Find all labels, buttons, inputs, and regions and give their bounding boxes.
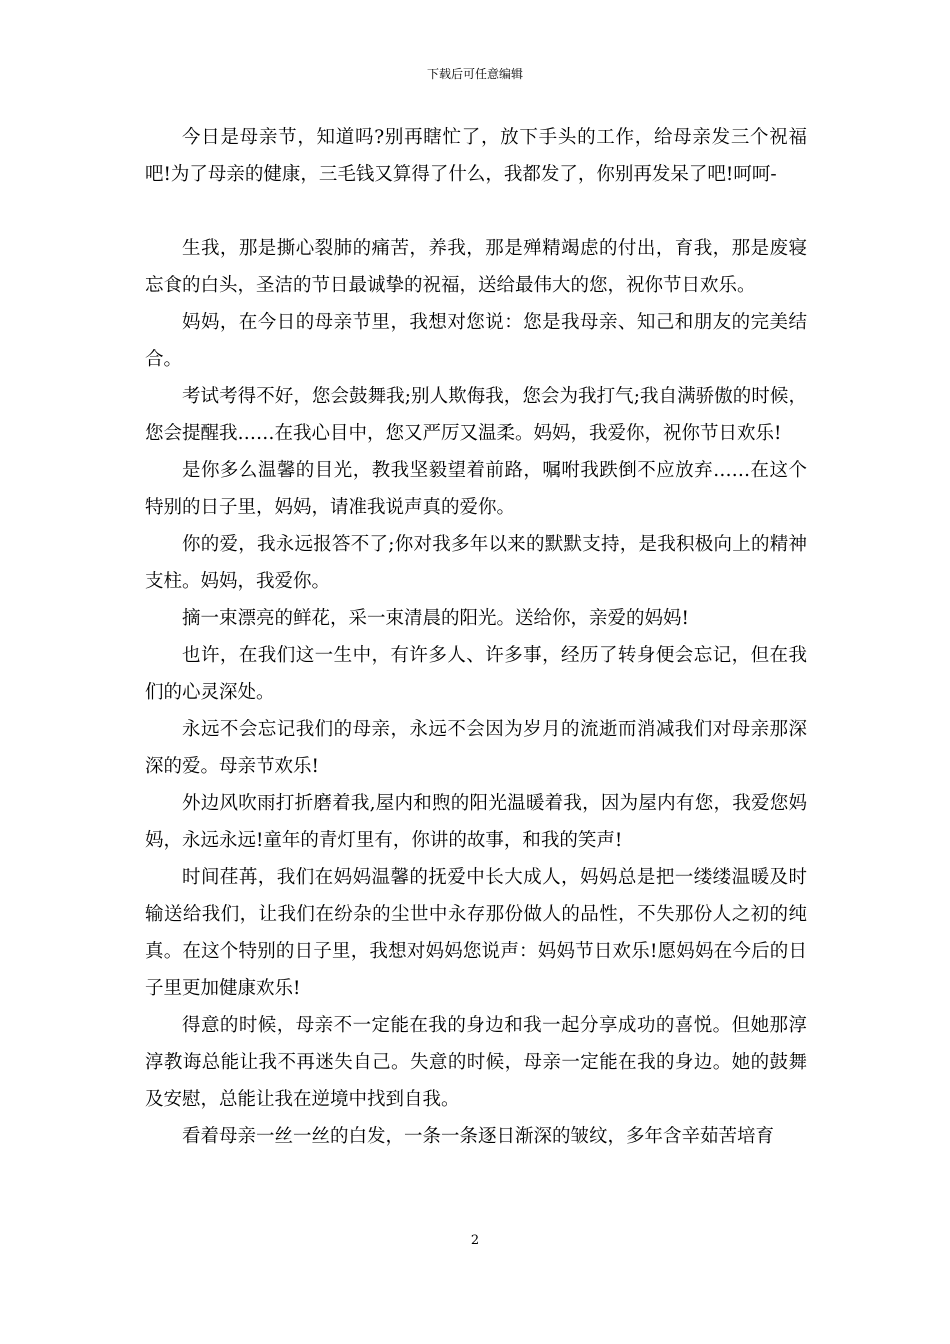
document-body <box>145 119 807 1155</box>
page-header: 下载后可任意编辑 <box>426 67 523 81</box>
paragraph-8: 也许，在我们这一生中，有许多人、许多事，经历了转身便会忘记，但在我们的心灵深处。 <box>145 645 807 703</box>
paragraph-9: 永远不会忘记我们的母亲，永远不会因为岁月的流逝而消减我们对母亲那深深的爱。母亲节欢乐! <box>145 719 807 777</box>
paragraph-7: 摘一束漂亮的鲜花，采一束清晨的阳光。送给你，亲爱的妈妈! <box>182 608 689 629</box>
page-number: 2 <box>470 1233 480 1248</box>
paragraph-1: 今日是母亲节，知道吗?别再瞎忙了，放下手头的工作，给母亲发三个祝福吧!为了母亲的健康，三毛钱又算得了什么，我都发了，你别再发呆了吧!呵呵- <box>145 127 807 185</box>
paragraph-6: 你的爱，我永远报答不了;你对我多年以来的默默支持，是我积极向上的精神支柱。妈妈，我爱你。 <box>145 534 807 592</box>
paragraph-13: 看着母亲一丝一丝的白发，一条一条逐日渐深的皱纹，多年含辛茹苦培育 <box>182 1126 775 1147</box>
paragraph-3: 妈妈，在今日的母亲节里，我想对您说：您是我母亲、知己和朋友的完美结合。 <box>145 312 807 370</box>
paragraph-10: 外边风吹雨打折磨着我,屋内和煦的阳光温暖着我，因为屋内有您，我爱您妈妈，永远永远!童年的青灯里有，你讲的故事，和我的笑声! <box>145 793 807 851</box>
paragraph-11: 时间荏苒，我们在妈妈温馨的抚爱中长大成人，妈妈总是把一缕缕温暖及时输送给我们，让我们在纷杂的尘世中永存那份做人的品性，不失那份人之初的纯真。在这个特别的日子里，我想对妈妈您说声：妈妈节日欢乐!愿妈妈在今后的日子里更加健康欢乐! <box>145 867 807 999</box>
paragraph-5: 是你多么温馨的目光，教我坚毅望着前路，嘱咐我跌倒不应放弃……在这个特别的日子里，妈妈，请准我说声真的爱你。 <box>145 460 807 518</box>
paragraph-12: 得意的时候，母亲不一定能在我的身边和我一起分享成功的喜悦。但她那淳淳教诲总能让我不再迷失自己。失意的时候，母亲一定能在我的身边。她的鼓舞及安慰，总能让我在逆境中找到自我。 <box>145 1015 807 1110</box>
paragraph-2: 生我，那是撕心裂肺的痛苦，养我，那是殚精竭虑的付出，育我，那是废寝忘食的白头，圣洁的节日最诚挚的祝福，送给最伟大的您，祝你节日欢乐。 <box>145 238 807 296</box>
paragraph-4: 考试考得不好，您会鼓舞我;别人欺侮我，您会为我打气;我自满骄傲的时候，您会提醒我……在我心目中，您又严厉又温柔。妈妈，我爱你，祝你节日欢乐! <box>145 386 807 444</box>
